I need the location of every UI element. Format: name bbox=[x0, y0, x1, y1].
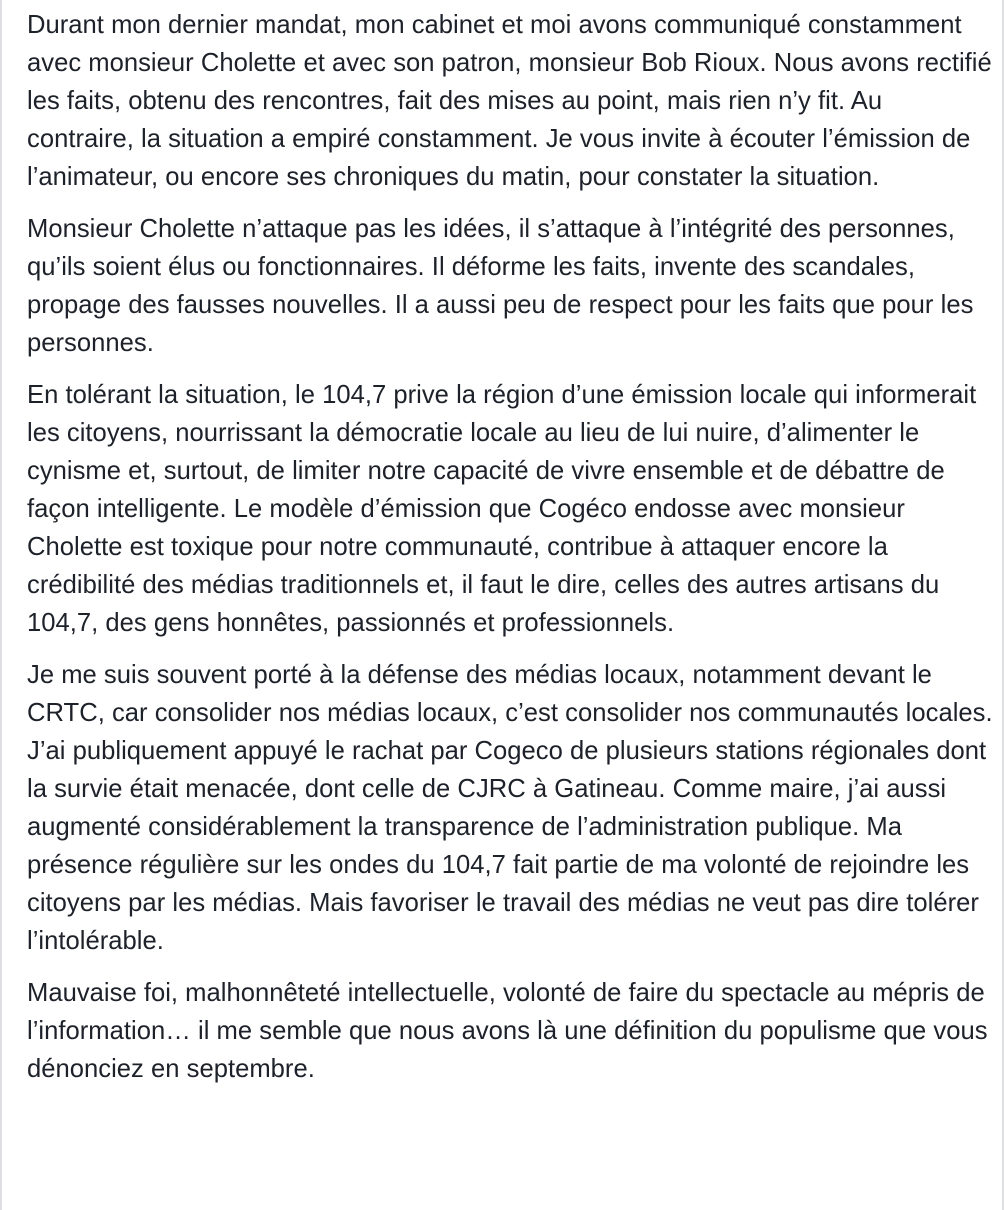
post-body bbox=[27, 6, 993, 1102]
post-paragraph-5: Mauvaise foi, malhonnêteté intellectuelle, volonté de faire du spectacle au mépris de l’information… il me semble que nous avons là une définition du populisme que vous dénonciez en septembre. bbox=[27, 979, 988, 1083]
post-paragraph-2: Monsieur Cholette n’attaque pas les idées, il s’attaque à l’intégrité des personnes, qu’ils soient élus ou fonctionnaires. Il déforme les faits, invente des scandales, propage des fausses nouvelles. Il a aussi peu de respect pour les faits que pour les personnes. bbox=[27, 215, 974, 357]
post-paragraph-1: Durant mon dernier mandat, mon cabinet et moi avons communiqué constamment avec monsieur Cholette et avec son patron, monsieur Bob Rioux. Nous avons rectifié les faits, obtenu des rencontres, fait des mises au point, mais rien n’y fit. Au contraire, la situation a empiré constamment. Je vous invite à écouter l’émission de l’animateur, ou encore ses chroniques du matin, pour constater la situation. bbox=[27, 11, 992, 191]
post-paragraph-3: En tolérant la situation, le 104,7 prive la région d’une émission locale qui informerait les citoyens, nourrissant la démocratie locale au lieu de lui nuire, d’alimenter le cynisme et, surtout, de limiter notre capacité de vivre ensemble et de débattre de façon intelligente. Le modèle d’émission que Cogéco endosse avec monsieur Cholette est toxique pour notre communauté, contribue à attaquer encore la crédibilité des médias traditionnels et, il faut le dire, celles des autres artisans du 104,7, des gens honnêtes, passionnés et professionnels. bbox=[27, 381, 977, 637]
post-paragraph-4: Je me suis souvent porté à la défense des médias locaux, notamment devant le CRTC, car consolider nos médias locaux, c’est consolider nos communautés locales. J’ai publiquement appuyé le rachat par Cogeco de plusieurs stations régionales dont la survie était menacée, dont celle de CJRC à Gatineau. Comme maire, j’ai aussi augmenté considérablement la transparence de l’administration publique. Ma présence régulière sur les ondes du 104,7 fait partie de ma volonté de rejoindre les citoyens par les médias. Mais favoriser le travail des médias ne veut pas dire tolérer l’intolérable. bbox=[27, 661, 993, 955]
